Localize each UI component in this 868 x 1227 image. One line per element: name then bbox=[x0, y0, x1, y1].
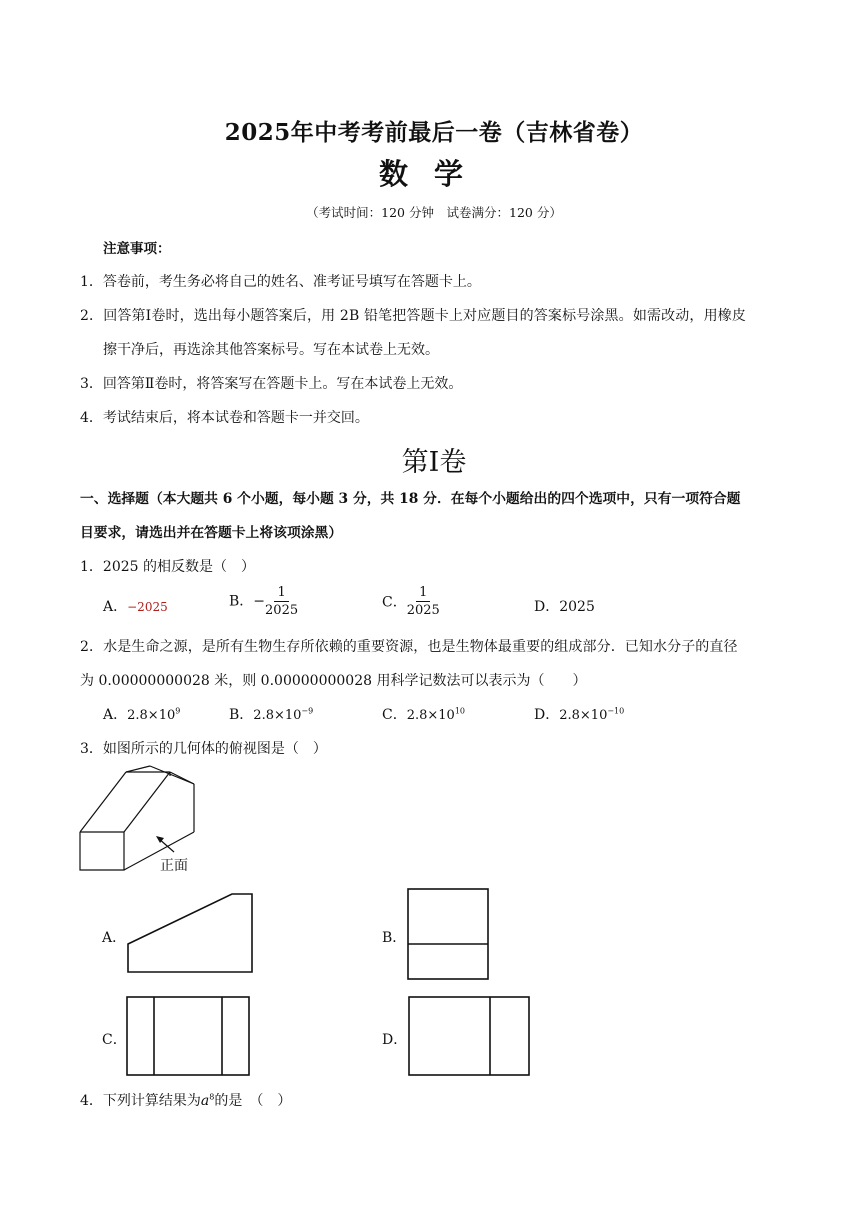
note-item-2-cont: 擦干净后，再选涂其他答案标号。写在本试卷上无效。 bbox=[103, 342, 439, 358]
section-heading-line1: 一、选择题（本大题共 6 个小题，每小题 3 分，共 18 分．在每个小题给出的四个选项中，只有一项符合题 bbox=[80, 491, 741, 507]
q2-stem-line1: 2．水是生命之源，是所有生物生存所依赖的重要资源，也是生物体最重要的组成部分．已知水分子的直径 bbox=[80, 639, 738, 655]
q2-option-a-exp: 9 bbox=[175, 706, 181, 716]
option-d-rect bbox=[409, 997, 529, 1075]
q2-option-d bbox=[534, 704, 624, 724]
q3-option-b-label: B． bbox=[382, 930, 407, 946]
q1-option-b-label: B． bbox=[229, 593, 254, 610]
section-heading-line2: 目要求，请选出并在答题卡上将该项涂黑） bbox=[80, 525, 343, 541]
section-title: 第Ⅰ卷 bbox=[401, 447, 467, 478]
q1-option-b-fraction bbox=[265, 584, 298, 619]
q1-option-a-value: −2025 bbox=[127, 600, 168, 614]
q2-option-a-base: 2.8×10 bbox=[127, 708, 176, 723]
q2-stem-line2: 为 0.00000000028 米，则 0.00000000028 用科学记数法可以表示为（ ） bbox=[80, 673, 587, 689]
q4-stem bbox=[80, 1090, 291, 1110]
q2-option-b-base: 2.8×10 bbox=[253, 708, 302, 723]
q2-option-d-label: D． bbox=[534, 707, 560, 723]
q3-option-d-figure bbox=[406, 994, 532, 1078]
q1-stem: 1．2025 的相反数是（ ） bbox=[80, 559, 255, 575]
q2-option-c-base: 2.8×10 bbox=[406, 708, 455, 723]
solid-slant-edge-right bbox=[124, 772, 170, 832]
solid-slant-edge-left bbox=[80, 772, 126, 832]
q4-stem-exp: 8 bbox=[209, 1092, 215, 1102]
q1-option-d-value: 2025 bbox=[559, 599, 595, 615]
exam-info: （考试时间：120 分钟 试卷满分：120 分） bbox=[306, 205, 562, 220]
q1-option-c bbox=[382, 584, 440, 619]
q2-option-a bbox=[103, 704, 180, 724]
subject-title: 数学 bbox=[378, 157, 489, 191]
paper-title: 2025年中考考前最后一卷（吉林省卷） bbox=[224, 119, 644, 146]
option-b-rect bbox=[408, 889, 488, 979]
q2-option-b-label: B． bbox=[229, 707, 254, 723]
q3-option-c-label: C． bbox=[102, 1032, 127, 1048]
solid-front-face bbox=[80, 832, 124, 870]
solid-top-edge-left bbox=[126, 766, 150, 772]
note-item-4: 4．考试结束后，将本试卷和答题卡一并交回。 bbox=[80, 410, 369, 426]
q3-option-c-figure bbox=[124, 994, 252, 1078]
q2-option-d-exp: −10 bbox=[607, 706, 625, 716]
q4-stem-var: a bbox=[200, 1093, 210, 1109]
q3-option-a-figure bbox=[124, 890, 256, 976]
q3-option-b-figure bbox=[405, 886, 491, 982]
note-item-1: 1．答卷前，考生务必将自己的姓名、准考证号填写在答题卡上。 bbox=[80, 274, 481, 290]
option-a-trapezoid bbox=[128, 894, 252, 972]
q2-option-c-label: C． bbox=[382, 707, 407, 723]
q2-option-d-base: 2.8×10 bbox=[559, 708, 608, 723]
q1-option-b bbox=[229, 584, 298, 619]
q2-option-c-exp: 10 bbox=[454, 706, 466, 716]
q1-option-c-denominator: 2025 bbox=[406, 603, 440, 618]
q2-option-b bbox=[229, 704, 313, 724]
q1-option-b-sign: − bbox=[253, 593, 266, 610]
q1-option-d-label: D． bbox=[534, 599, 560, 615]
note-item-2: 2．回答第Ⅰ卷时，选出每小题答案后，用 2B 铅笔把答题卡上对应题目的答案标号涂黑。如需改动，用橡皮 bbox=[80, 308, 747, 324]
option-c-rect bbox=[127, 997, 249, 1075]
q1-option-d bbox=[534, 596, 595, 616]
q2-option-c bbox=[382, 704, 465, 724]
q1-option-c-numerator: 1 bbox=[416, 584, 430, 602]
q1-option-b-numerator: 1 bbox=[274, 584, 288, 602]
q1-option-b-denominator: 2025 bbox=[265, 603, 299, 618]
q1-option-c-label: C． bbox=[382, 594, 407, 611]
q3-option-d-label: D． bbox=[382, 1032, 408, 1048]
front-label: 正面 bbox=[160, 857, 188, 873]
q2-option-b-exp: −9 bbox=[301, 706, 314, 716]
q4-stem-pre: 4．下列计算结果为 bbox=[80, 1093, 201, 1109]
q3-stem: 3．如图所示的几何体的俯视图是（ ） bbox=[80, 741, 327, 757]
q1-option-a bbox=[103, 596, 168, 616]
solid-top-edge-right bbox=[170, 772, 194, 784]
q1-option-c-fraction bbox=[407, 584, 440, 619]
q1-option-a-label: A． bbox=[103, 599, 128, 615]
q4-stem-post: 的是 （ ） bbox=[214, 1093, 292, 1109]
q3-option-a-label: A． bbox=[102, 930, 127, 946]
q3-solid-figure bbox=[70, 760, 220, 880]
q2-option-a-label: A． bbox=[103, 707, 128, 723]
note-item-3: 3．回答第Ⅱ卷时，将答案写在答题卡上。写在本试卷上无效。 bbox=[80, 376, 463, 392]
notes-heading: 注意事项： bbox=[103, 241, 171, 257]
